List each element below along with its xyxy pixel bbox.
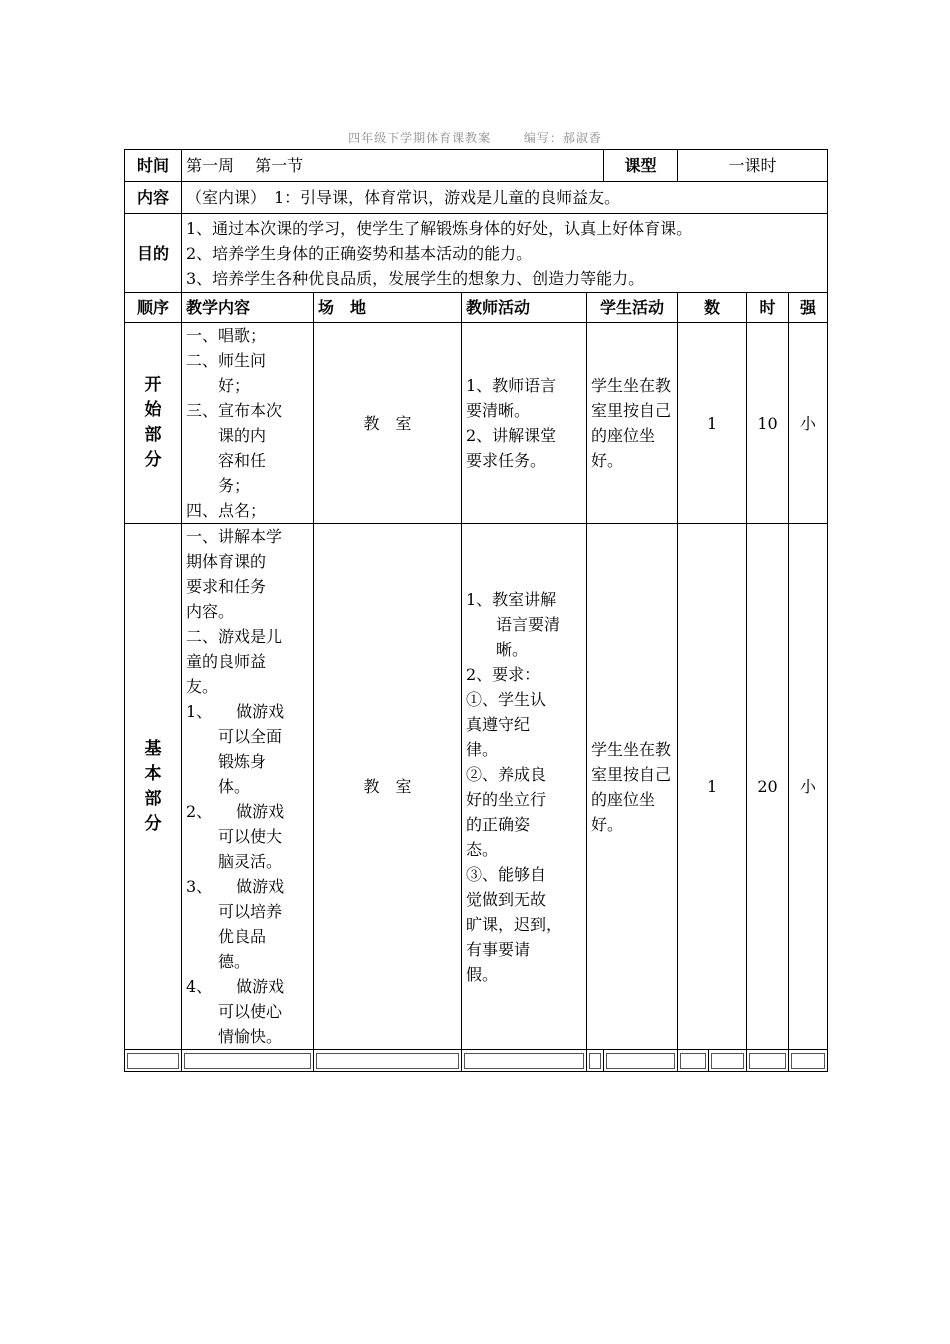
- empty-cell: [587, 1050, 604, 1072]
- col-order: 顺序: [125, 293, 182, 323]
- basic-teacher: 1、教室讲解 语言要清 晰。 2、要求： ①、学生认 真遵守纪 律。 ②、养成良 好的坐立行 的正确姿 态。 ③、能够自 觉做到无故 旷课，迟到， 有事要请 假。: [462, 524, 587, 1050]
- basic-count: 1: [678, 524, 747, 1050]
- lesson-type-label: 课型: [604, 150, 678, 182]
- empty-table-row: [125, 1050, 828, 1072]
- col-time: 时: [747, 293, 789, 323]
- col-venue: 场 地: [314, 293, 462, 323]
- start-teacher: 1、教师语言 要清晰。 2、讲解课堂 要求任务。: [462, 323, 587, 524]
- start-student: 学生坐在教 室里按自己 的座位坐好。: [587, 323, 678, 524]
- empty-cell: [125, 1050, 182, 1072]
- goal-label: 目的: [125, 214, 182, 293]
- empty-cell: [182, 1050, 314, 1072]
- col-teacher: 教师活动: [462, 293, 587, 323]
- lesson-plan-table: [124, 149, 828, 1072]
- goal-line: 2、培养学生身体的正确姿势和基本活动的能力。: [186, 243, 533, 263]
- start-time: 10: [747, 323, 789, 524]
- empty-cell: [314, 1050, 462, 1072]
- goal-lines: [182, 214, 828, 293]
- header-title: 四年级下学期体育课教案: [348, 131, 492, 145]
- start-intensity: 小: [789, 323, 828, 524]
- content-label: 内容: [125, 182, 182, 214]
- col-student: 学生活动: [587, 293, 678, 323]
- basic-section-label: 基 本 部 分: [125, 524, 182, 1050]
- page-header: [0, 129, 950, 146]
- header-author: 编写：郝淑香: [523, 131, 602, 145]
- empty-cell: [678, 1050, 709, 1072]
- basic-content: 一、讲解本学 期体育课的 要求和任务 内容。 二、游戏是儿 童的良师益 友。 1、 做游戏 可以全面 锻炼身 体。 2、 做游戏 可以使大 脑灵活。 3、 做游戏 可以培养 优良品 德。 4、 做游戏 可以使心 情愉快。: [182, 524, 314, 1050]
- lesson-type-value: 一课时: [678, 150, 828, 182]
- time-value: 第一周 第一节: [182, 150, 604, 182]
- empty-cell: [709, 1050, 747, 1072]
- goal-line: 1、通过本次课的学习，使学生了解锻炼身体的好处，认真上好体育课。: [186, 218, 693, 238]
- basic-time: 20: [747, 524, 789, 1050]
- basic-student: 学生坐在教 室里按自己 的座位坐好。: [587, 524, 678, 1050]
- col-content: 教学内容: [182, 293, 314, 323]
- col-count: 数: [678, 293, 747, 323]
- empty-cell: [604, 1050, 678, 1072]
- empty-cell: [747, 1050, 789, 1072]
- col-intensity: 强: [789, 293, 828, 323]
- start-count: 1: [678, 323, 747, 524]
- start-content: 一、唱歌； 二、师生问 好； 三、宣布本次 课的内 容和任 务； 四、点名；: [182, 323, 314, 524]
- content-value: （室内课） 1：引导课，体育常识，游戏是儿童的良师益友。: [182, 182, 828, 214]
- empty-cell: [789, 1050, 828, 1072]
- start-venue: 教 室: [314, 323, 462, 524]
- empty-cell: [462, 1050, 587, 1072]
- time-label: 时间: [125, 150, 182, 182]
- basic-venue: 教 室: [314, 524, 462, 1050]
- goal-line: 3、培养学生各种优良品质，发展学生的想象力、创造力等能力。: [186, 268, 645, 288]
- start-section-label: 开 始 部 分: [125, 323, 182, 524]
- basic-intensity: 小: [789, 524, 828, 1050]
